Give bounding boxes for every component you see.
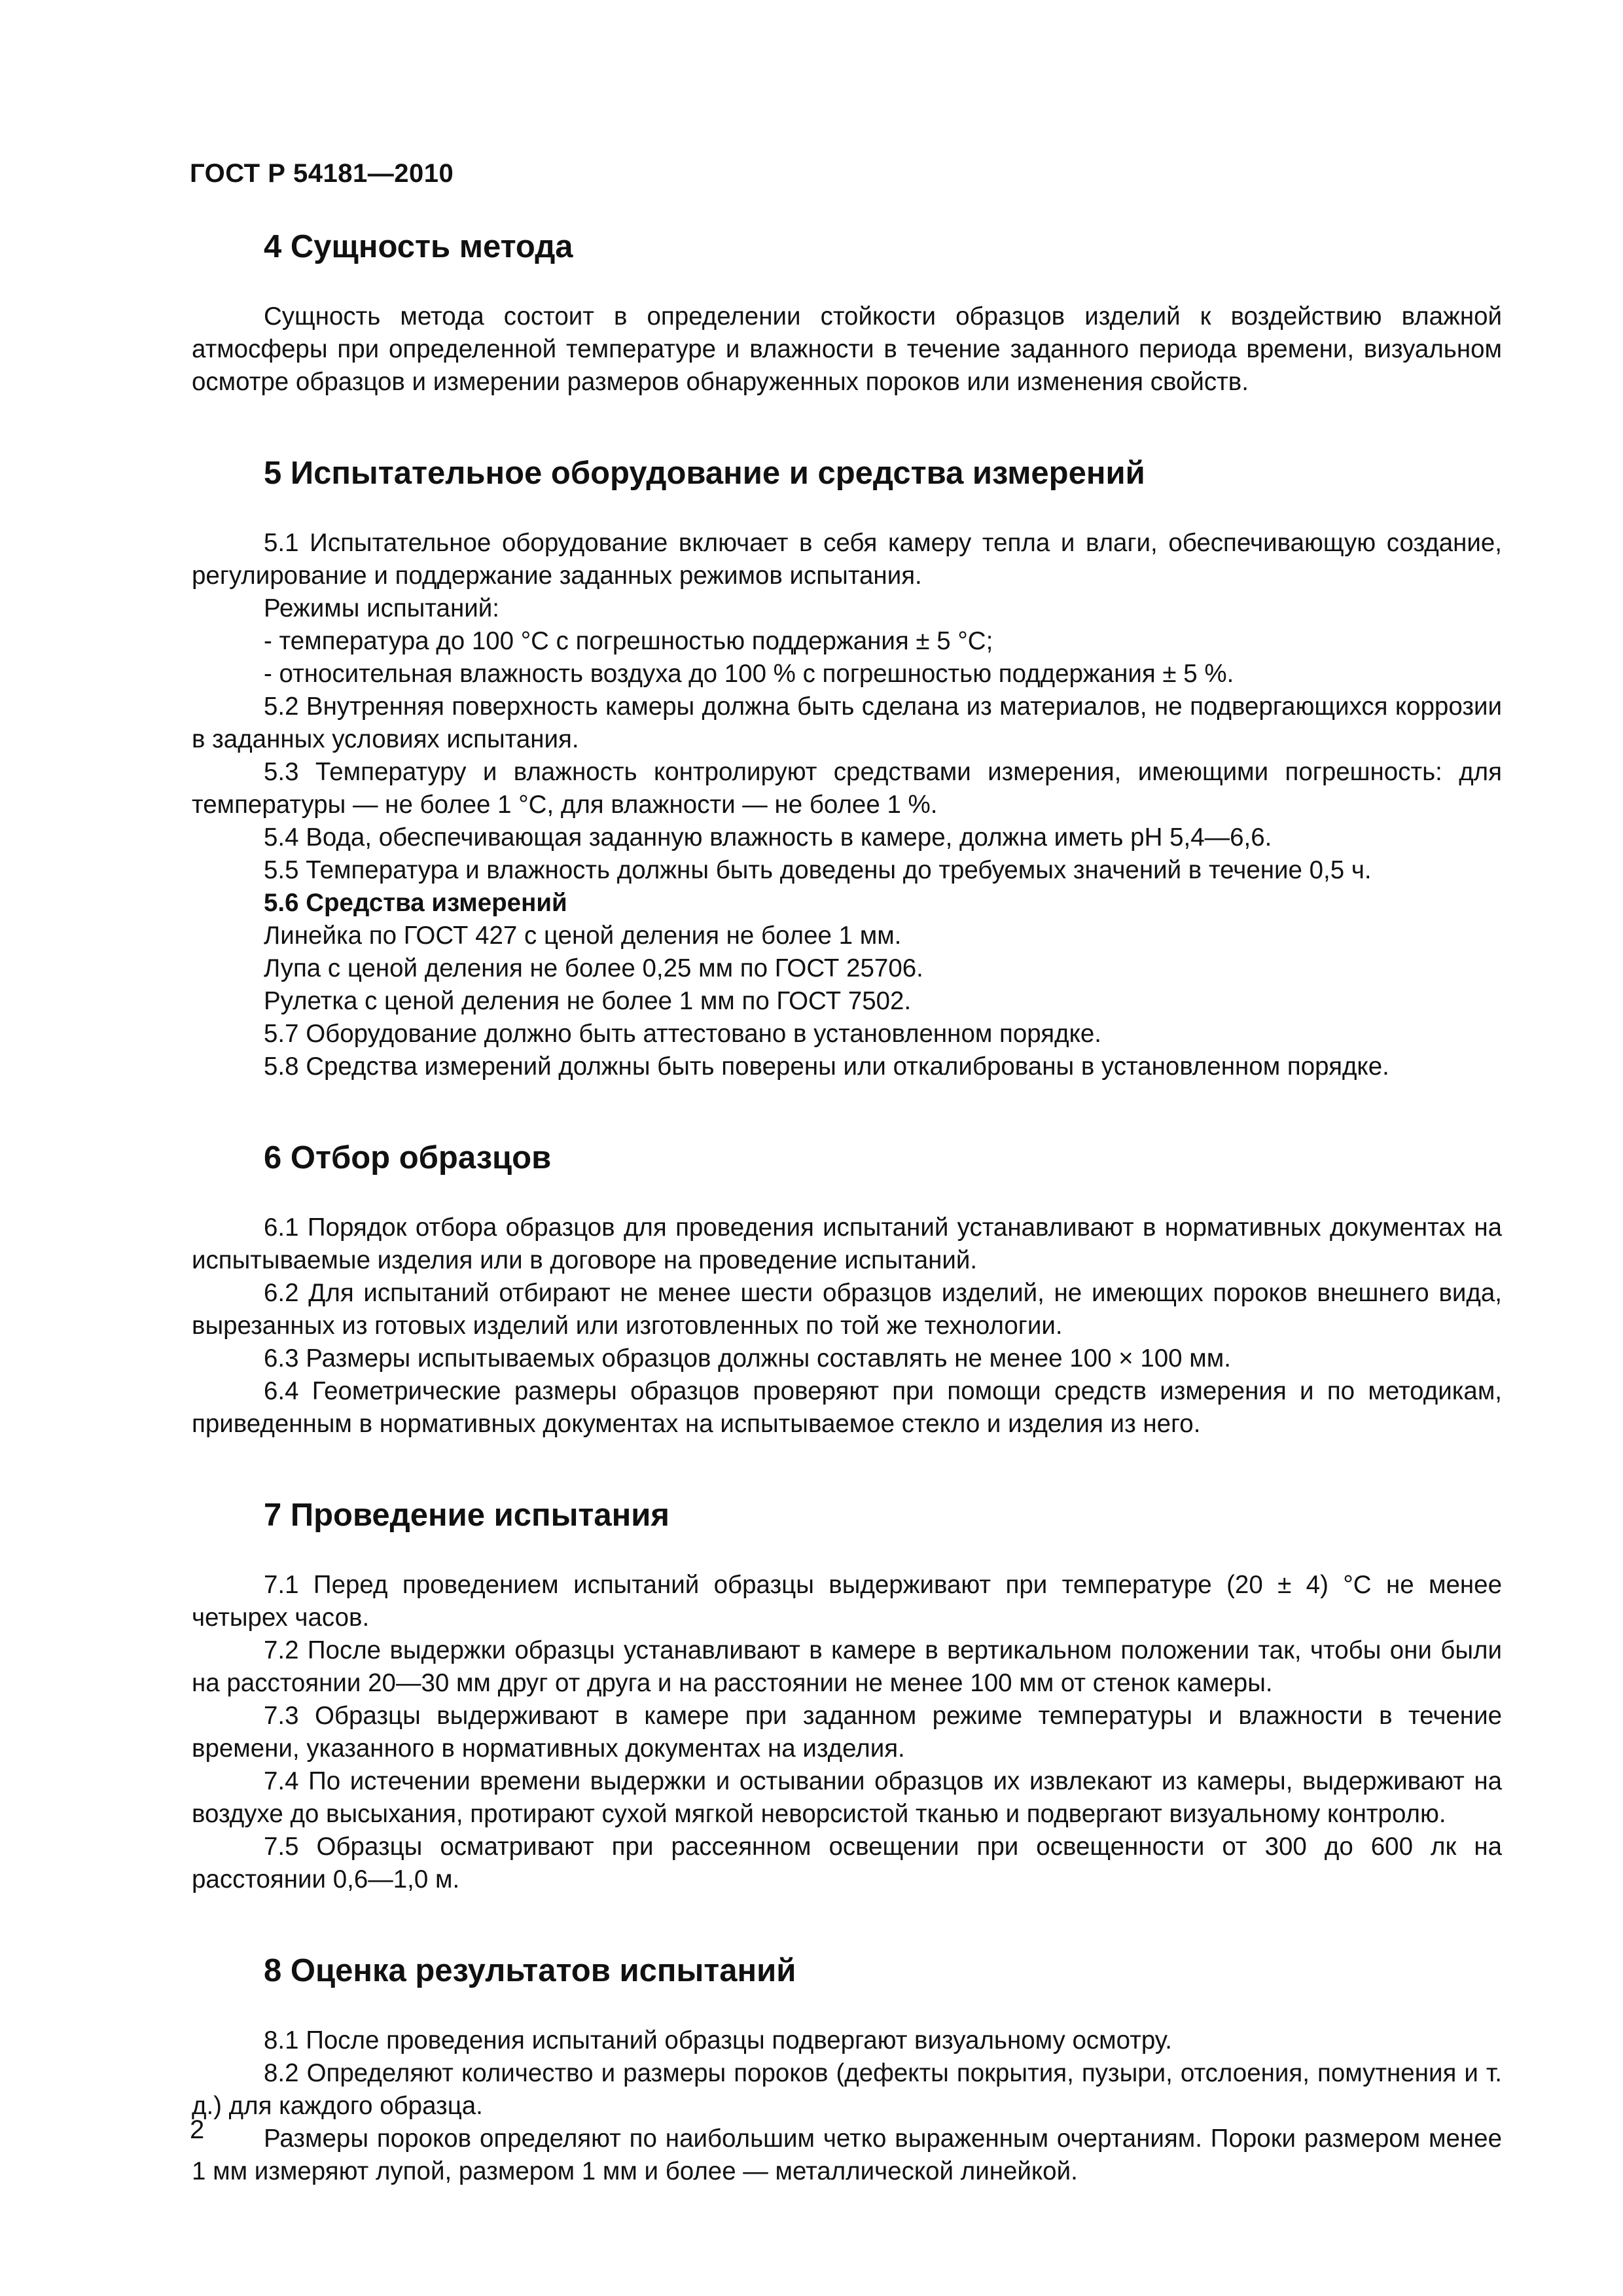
paragraph: 5.1 Испытательное оборудование включает в себя камеру тепла и влаги, обеспечивающую создание, регулирование и поддержание заданных режимов испытания.: [192, 529, 1502, 590]
paragraph: Режимы испытаний:: [264, 594, 499, 622]
section-heading: 5 Испытательное оборудование и средства измерений: [264, 456, 1145, 491]
document-header: ГОСТ Р 54181—2010: [190, 159, 454, 188]
paragraph: 7.5 Образцы осматривают при рассеянном освещении при освещенности от 300 до 600 лк на расстоянии 0,6—1,0 м.: [192, 1833, 1502, 1893]
paragraph: 7.4 По истечении времени выдержки и остывании образцов их извлекают из камеры, выдерживают на воздухе до высыхания, протирают сухой мягкой неворсистой тканью и подвергают визуальному контролю.: [192, 1767, 1502, 1828]
section-4: [192, 226, 1502, 399]
paragraph: Линейка по ГОСТ 427 с ценой деления не более 1 мм.: [264, 922, 902, 950]
paragraph: 6.2 Для испытаний отбирают не менее шести образцов изделий, не имеющих пороков внешнего вида, вырезанных из готовых изделий или изготовленных по той же технологии.: [192, 1279, 1502, 1340]
section-7: [192, 1494, 1502, 1896]
paragraph: 7.1 Перед проведением испытаний образцы выдерживают при температуре (20 ± 4) °С не менее четырех часов.: [192, 1571, 1502, 1632]
paragraph: Рулетка с ценой деления не более 1 мм по ГОСТ 7502.: [264, 987, 912, 1015]
paragraph: 7.3 Образцы выдерживают в камере при заданном режиме температуры и влажности в течение времени, указанного в нормативных документах на изделия.: [192, 1702, 1502, 1763]
section-heading: 6 Отбор образцов: [264, 1140, 552, 1175]
section-heading: 8 Оценка результатов испытаний: [264, 1953, 796, 1988]
document-body: [192, 226, 1502, 2188]
paragraph: 6.1 Порядок отбора образцов для проведения испытаний устанавливают в нормативных документах на испытываемые изделия или в договоре на проведение испытаний.: [192, 1213, 1502, 1274]
paragraph: 6.3 Размеры испытываемых образцов должны составлять не менее 100 × 100 мм.: [264, 1344, 1231, 1372]
subsection-heading: 5.6 Средства измерений: [264, 889, 567, 917]
list-item: - относительная влажность воздуха до 100 % с погрешностью поддержания ± 5 %.: [264, 660, 1234, 688]
paragraph: Размеры пороков определяют по наибольшим четко выраженным очертаниям. Пороки размером менее 1 мм измеряют лупой, размером 1 мм и более — металлической линейкой.: [192, 2125, 1502, 2185]
paragraph: 5.5 Температура и влажность должны быть доведены до требуемых значений в течение 0,5 ч.: [264, 856, 1372, 884]
section-6: [192, 1137, 1502, 1441]
paragraph: Сущность метода состоит в определении стойкости образцов изделий к воздействию влажной атмосферы при определенной температуре и влажности в течение заданного периода времени, визуальном осмотре образцов и измерении размеров обнаруженных пороков или изменения свойств.: [192, 302, 1502, 396]
paragraph: 8.2 Определяют количество и размеры пороков (дефекты покрытия, пузыри, отслоения, помутнения и т. д.) для каждого образца.: [192, 2059, 1502, 2120]
paragraph: 8.1 После проведения испытаний образцы подвергают визуальному осмотру.: [264, 2026, 1172, 2054]
section-heading: 4 Сущность метода: [264, 229, 573, 264]
paragraph: 5.3 Температуру и влажность контролируют средствами измерения, имеющими погрешность: для температуры — не более 1 °С, для влажности — не более 1 %.: [192, 758, 1502, 819]
paragraph: 5.8 Средства измерений должны быть поверены или откалиброваны в установленном порядке.: [264, 1052, 1389, 1081]
section-5: [192, 452, 1502, 1083]
paragraph: 5.2 Внутренняя поверхность камеры должна быть сделана из материалов, не подвергающихся коррозии в заданных условиях испытания.: [192, 692, 1502, 753]
paragraph: Лупа с ценой деления не более 0,25 мм по ГОСТ 25706.: [264, 954, 923, 982]
paragraph: 5.4 Вода, обеспечивающая заданную влажность в камере, должна иметь рН 5,4—6,6.: [264, 823, 1272, 852]
paragraph: 7.2 После выдержки образцы устанавливают в камере в вертикальном положении так, чтобы они были на расстоянии 20—30 мм друг от друга и на расстоянии не менее 100 мм от стенок камеры.: [192, 1636, 1502, 1697]
section-8: [192, 1950, 1502, 2188]
page-number: 2: [190, 2115, 205, 2144]
list-item: - температура до 100 °С с погрешностью поддержания ± 5 °С;: [264, 627, 993, 655]
paragraph: 5.7 Оборудование должно быть аттестовано в установленном порядке.: [264, 1020, 1101, 1048]
section-heading: 7 Проведение испытания: [264, 1498, 669, 1533]
paragraph: 6.4 Геометрические размеры образцов проверяют при помощи средств измерения и по методикам, приведенным в нормативных документах на испытываемое стекло и изделия из него.: [192, 1377, 1502, 1438]
